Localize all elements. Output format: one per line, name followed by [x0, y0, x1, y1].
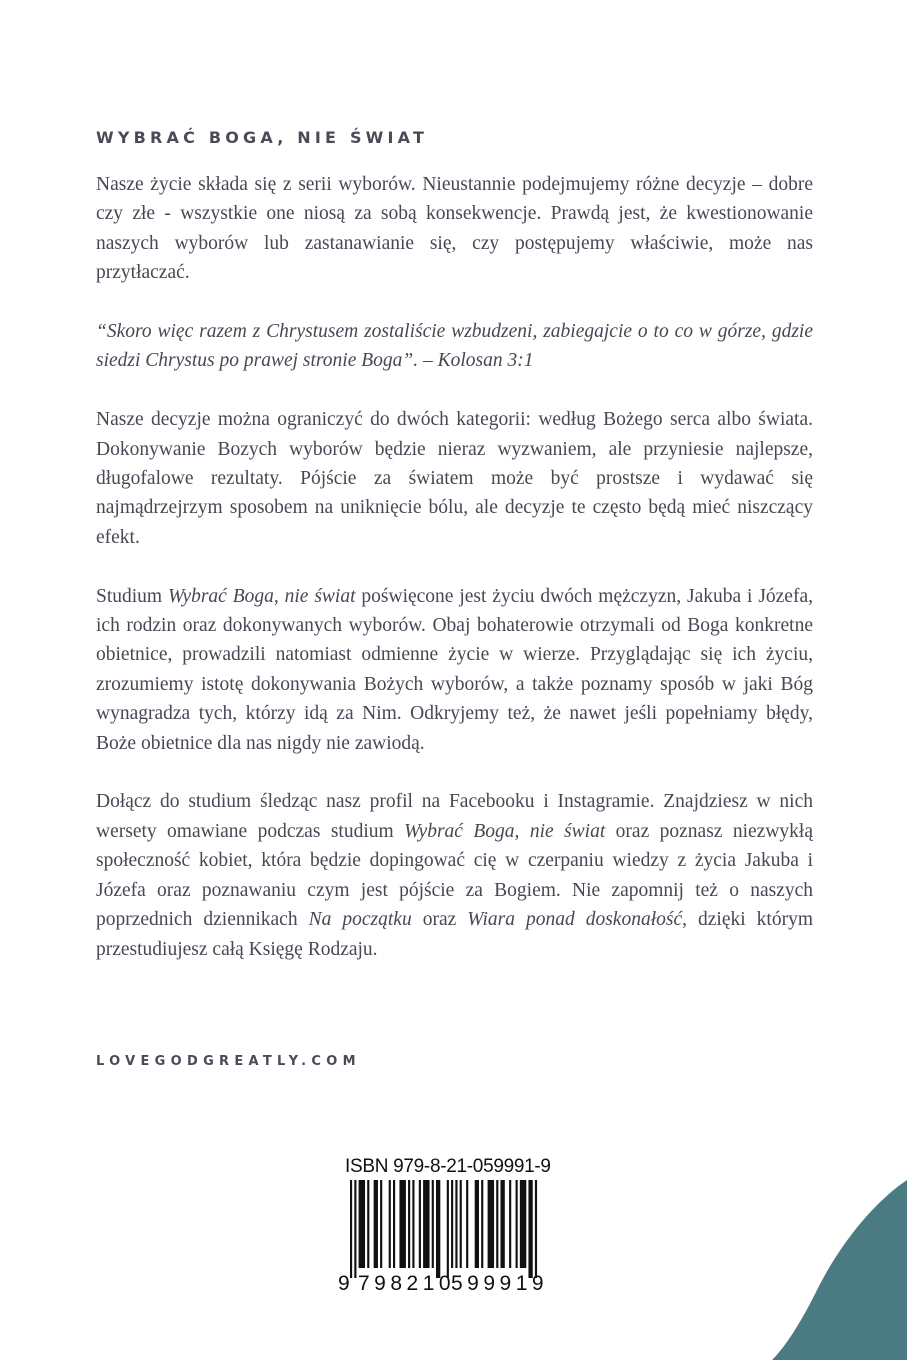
text: oraz: [411, 909, 468, 931]
barcode-digit-first: 9: [338, 1272, 350, 1295]
text: Studium: [96, 585, 168, 607]
barcode-bar: [399, 1180, 405, 1268]
barcode-bar: [354, 1180, 356, 1278]
barcode-bar: [475, 1180, 479, 1268]
decorative-teal-shape: [767, 1180, 907, 1360]
paragraph-intro: Nasze życie składa się z serii wyborów. Nieustannie podejmujemy różne decyzje – dobre czy złe - wszystkie one niosą za sobą konsekwencje. Prawdą jest, że kwestionowanie naszych wyborów lub zastanawianie się, czy postępujemy właściwie, może nas przytłaczać.: [96, 174, 813, 284]
isbn-label: ISBN 979-8-21-059991-9: [345, 1156, 551, 1177]
barcode-digits-right: 599919: [451, 1272, 549, 1295]
description-body: [96, 170, 813, 993]
text: oraz poznasz niezwykłą społeczność kobiet, która będzie dopingować cię w czerpaniu wiedzy z życia Jakuba i Józefa oraz poznawaniu czym jest pójście za Bogiem. Nie zapomnij też o naszych poprzednich dziennikach: [96, 820, 813, 931]
journal-title: Na początku: [308, 909, 412, 931]
barcode-bar: [447, 1180, 449, 1278]
barcode-bar: [516, 1180, 518, 1268]
journal-title: Wiara ponad doskonałość: [467, 909, 683, 931]
barcode-digits-left: 798210: [358, 1272, 456, 1295]
text: Dołącz do studium śledząc nasz profil na Facebooku i Instagramie. Znajdziesz w nich wersety omawiane podczas studium: [96, 791, 813, 842]
barcode-bar: [423, 1180, 429, 1268]
text: , dzięki którym przestudiujesz całą Księgę Rodzaju.: [96, 909, 813, 960]
study-title: Wybrać Boga, nie świat: [167, 585, 356, 607]
barcode-bar: [432, 1180, 434, 1268]
barcode-bars: [350, 1180, 537, 1278]
paragraph-decisions: Nasze decyzje można ograniczyć do dwóch kategorii: według Bożego serca albo świata. Dokonywanie Bozych wyborów będzie nieraz wyzwaniem, ale przyniesie najlepsze, długofalowe rezultaty. Pójście za światem może być prostsze i wydawać się najmądrzejrzym sposobem na uniknięcie bólu, ale decyzje te często będą mieć niszczący efekt.: [96, 409, 813, 548]
barcode-bar: [412, 1180, 414, 1268]
barcode-bar: [481, 1180, 483, 1268]
barcode-bar: [389, 1180, 391, 1268]
barcode-bar: [436, 1180, 440, 1278]
barcode-bar: [451, 1180, 453, 1268]
barcode-bar: [393, 1180, 395, 1268]
study-title: Wybrać Boga, nie świat: [404, 820, 606, 842]
barcode-bar: [509, 1180, 511, 1268]
barcode-bar: [359, 1180, 365, 1268]
barcode: [338, 1180, 553, 1300]
website-url: LOVEGODGREATLY.COM: [96, 1054, 361, 1069]
barcode-bar: [367, 1180, 369, 1268]
paragraph-join: [96, 787, 813, 963]
barcode-bar: [496, 1180, 498, 1268]
barcode-bar: [380, 1180, 382, 1268]
barcode-bar: [466, 1180, 468, 1268]
section-heading: WYBRAĆ BOGA, NIE ŚWIAT: [96, 128, 429, 147]
barcode-bar: [488, 1180, 494, 1268]
text: poświęcone jest życiu dwóch mężczyzn, Jakuba i Józefa, ich rodzin oraz dokonywanych wyborów. Obaj bohaterowie otrzymali od Boga konkretne obietnice, prowadzili natomiast odmienne życie w wierze. Przyglądając się ich życiu, zrozumiemy istotę dokonywania Bożych wyborów, a także poznamy sposób w jaki Bóg wynagradza tych, którzy idą za Nim. Odkryjemy też, że nawet jeśli popełniamy błędy, Boże obietnice dla nas nigdy nie zawiodą.: [96, 585, 813, 754]
paragraph-study: [96, 582, 813, 758]
barcode-bar: [408, 1180, 410, 1268]
barcode-bar: [535, 1180, 537, 1278]
barcode-bar: [455, 1180, 457, 1268]
barcode-bar: [350, 1180, 352, 1278]
barcode-bar: [460, 1180, 462, 1268]
barcode-bar: [419, 1180, 421, 1268]
scripture-quote: “Skoro więc razem z Chrystusem zostaliście wzbudzeni, zabiegajcie o to co w górze, gdzie siedzi Chrystus po prawej stronie Boga”. – Kolosan 3:1: [96, 321, 813, 372]
barcode-bar: [374, 1180, 378, 1268]
barcode-bar: [528, 1180, 532, 1278]
barcode-bar: [520, 1180, 526, 1268]
barcode-bar: [501, 1180, 505, 1268]
